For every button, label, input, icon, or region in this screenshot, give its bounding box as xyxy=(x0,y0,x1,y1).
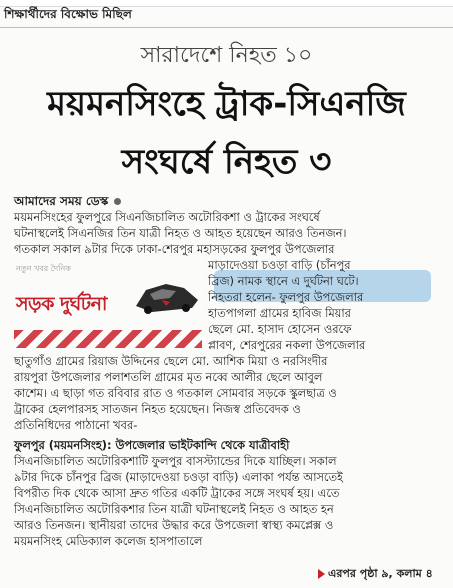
body-line: রায়পুরা উপজেলার পলাশতলি গ্রামের মৃত নব্বে আলীর ছেলে আবুল xyxy=(14,370,323,384)
arrow-icon xyxy=(318,569,325,579)
crashed-vehicle-icon xyxy=(132,276,202,316)
inset-brand: নতুন খবর দৈনিক xyxy=(16,264,71,273)
bullet-icon xyxy=(114,198,121,205)
body-line: ফুলপুর (ময়মনসিংহ): উপজেলার ভাইটকান্দি থেকে যাত্রীবাহী xyxy=(14,438,290,452)
road-accident-graphic xyxy=(14,258,202,350)
body-line: ময়মনসিংহ মেডিক্যাল কলেজ হাসপাতালে xyxy=(14,534,203,548)
body-line: মাড়াদেওয়া চওড়া বাড়ি (চাঁনপুর xyxy=(208,258,351,272)
divider xyxy=(0,27,453,28)
body-line: কাশেম। এ ছাড়া গত রবিবার রাত ও গতকাল সোমবার সড়কে স্কুলছাত্র ও xyxy=(14,386,337,400)
body-line: আরও তিনজন। স্থানীয়রা তাদের উদ্ধার করে উপজেলা স্বাস্থ্য কমপ্লেক্স ও xyxy=(14,518,334,532)
body-line: হাতপাগলা গ্রামের হাবিজ মিয়ার xyxy=(208,306,351,320)
body-line: বিপরীত দিক থেকে আসা দ্রুত গতির একটি ট্রাকের সঙ্গে সংঘর্ষ হয়। এতে xyxy=(14,486,340,500)
body-line: সিএনজিচালিত অটোরিকশার তিন যাত্রী ঘটনাস্থলেই নিহত ও আহত হন xyxy=(14,502,334,516)
previous-article-headline: শিক্ষার্থীদের বিক্ষোভ মিছিল xyxy=(4,7,132,21)
body-line: ছেলে মো. হাসাদ হোসেন ওরফে xyxy=(208,322,352,336)
body-line: ছাতুগাঁও গ্রামের রিয়াজ উদ্দিনের ছেলে মো. আশিক মিয়া ও নরসিংদীর xyxy=(14,354,328,368)
body-line: নিহতরা হলেন- ফুলপুর উপজেলার xyxy=(208,290,364,304)
body-line: ৯টার দিকে চাঁনপুর ব্রিজ (মাড়াদেওয়া চওড়া বাড়ি) এলাকা পর্যন্ত আসতেই xyxy=(14,470,343,484)
continuation-text: এরপর পৃষ্ঠা ৯, কলাম ৪ xyxy=(328,567,433,580)
body-line: ব্রিজ) নামক স্থানে এ দুর্ঘটনা ঘটে। xyxy=(208,274,359,288)
body-line: সিএনজিচালিত অটোরিকশাটি ফুলপুর বাসস্ট্যান্ডের দিকে যাচ্ছিল। সকাল xyxy=(14,454,337,468)
hazard-stripes xyxy=(14,330,202,348)
inset-title: সড়ক দুর্ঘটনা xyxy=(16,293,107,315)
continuation-note xyxy=(318,565,433,584)
body-line: ট্রাকের হেলপারসহ সাতজন নিহত হয়েছেন। নিজস্ব প্রতিবেদক ও xyxy=(14,402,301,416)
headline-line-2: সংঘর্ষে নিহত ৩ xyxy=(121,142,332,182)
body-line: গতকাল সকাল ৯টার দিকে ঢাকা-শেরপুর মহাসড়কের ফুলপুর উপজেলার xyxy=(14,242,335,256)
body-line: ঘটনাস্থলেই সিএনজির তিন যাত্রী নিহত ও আহত হয়েছেন আরও তিনজন। xyxy=(14,226,347,240)
body-line: ময়মনসিংহের ফুলপুরে সিএনজিচালিত অটোরিকশা ও ট্রাকের সংঘর্ষে xyxy=(14,210,320,224)
byline-text: আমাদের সময় ডেস্ক xyxy=(14,194,109,208)
kicker: সারাদেশে নিহত ১০ xyxy=(140,43,313,68)
headline-line-1: ময়মনসিংহে ট্রাক-সিএনজি xyxy=(47,84,406,124)
body-line: প্লাবণ, শেরপুরের নকলা উপজেলার xyxy=(208,338,366,352)
body-line: প্রতিনিধিদের পাঠানো খবর- xyxy=(14,418,138,432)
